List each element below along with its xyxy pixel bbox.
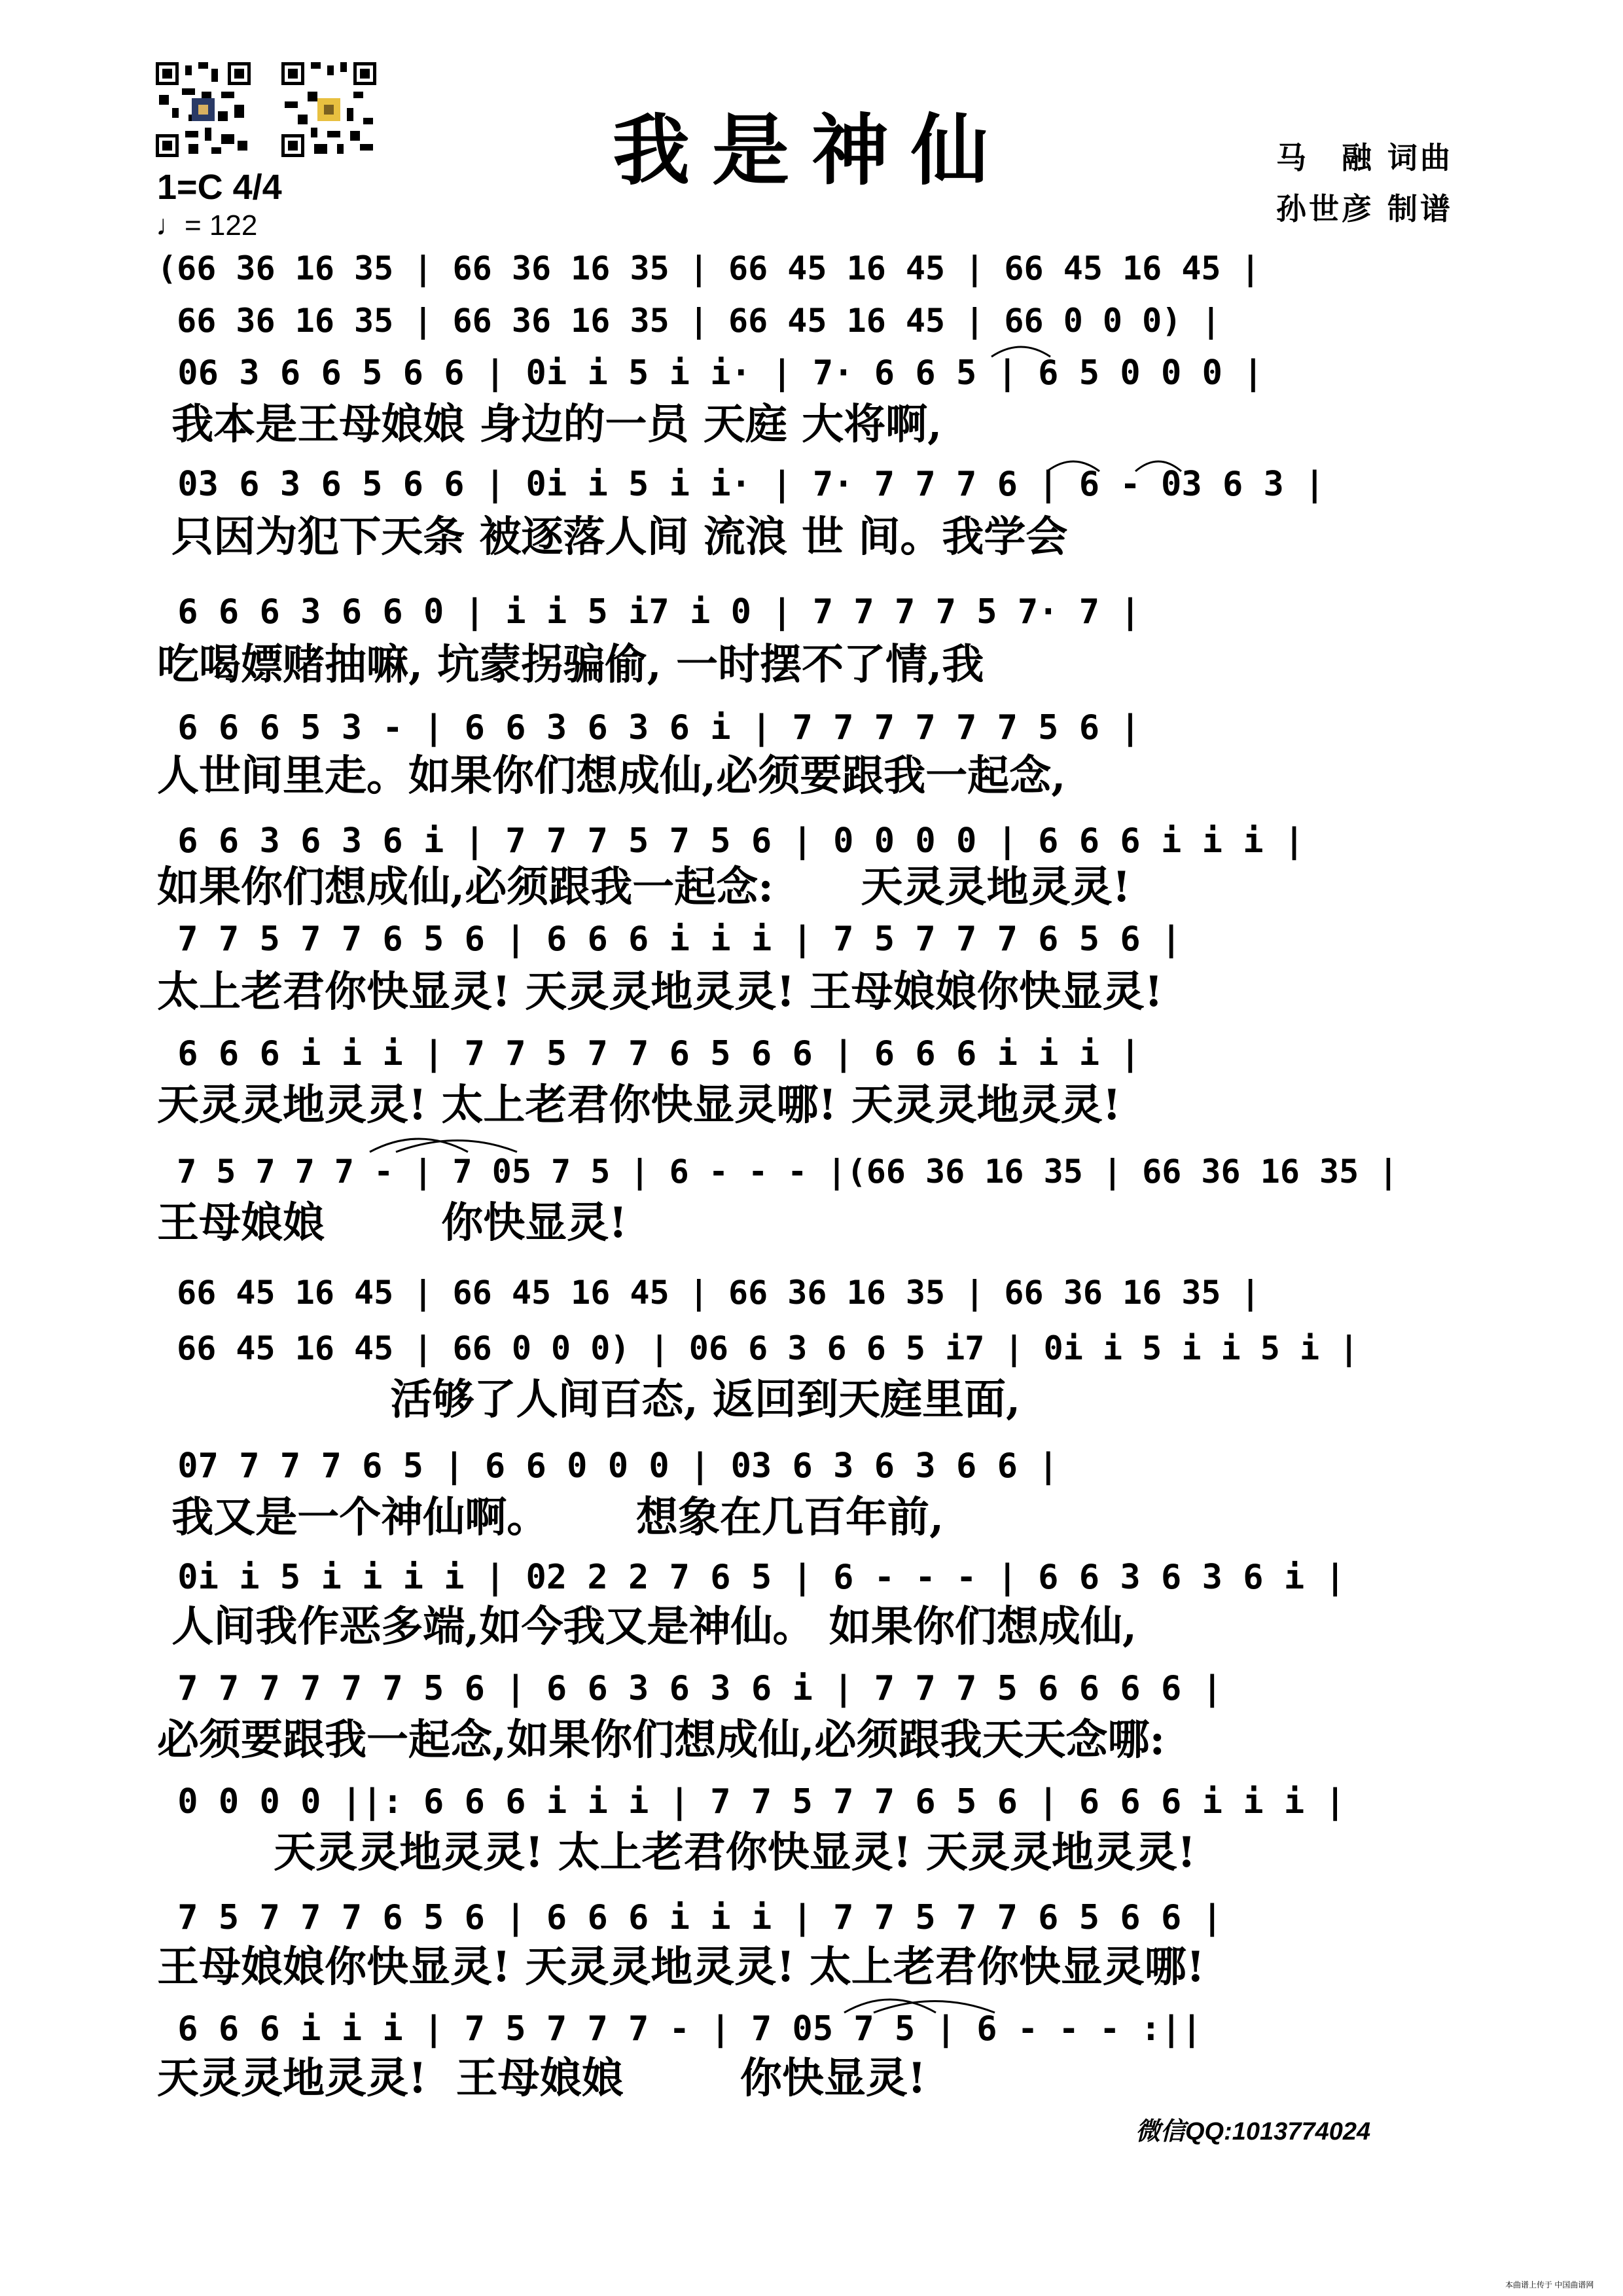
notation-row-18: 6 6 6 i i i | 7 5 7 7 7 - | 7 05 7 5 | 6 - - - :||	[157, 2009, 1202, 2049]
notation-row-7: 6 6 3 6 3 6 i | 7 7 7 5 7 5 6 | 0 0 0 0 | 6 6 6 i i i |	[157, 821, 1305, 861]
lyrics-row-4: 只因为犯下天条 被逐落人间 流浪 世 间。我学会	[157, 512, 1068, 562]
notation-row-17: 7 5 7 7 7 6 5 6 | 6 6 6 i i i | 7 7 5 7 7 6 5 6 6 |	[157, 1898, 1222, 1937]
song-title: 我是神仙	[612, 105, 1010, 196]
notation-row-4: 03 6 3 6 5 6 6 | 0i i 5 i i· | 7· 7 7 7 6 | 6 - 03 6 3 |	[157, 465, 1325, 504]
key-signature: 1=C 4/4	[157, 168, 282, 207]
lyrics-row-9: 天灵灵地灵灵! 太上老君你快显灵哪! 天灵灵地灵灵!	[157, 1081, 1121, 1130]
notation-row-8: 7 7 5 7 7 6 5 6 | 6 6 6 i i i | 7 5 7 7 7 6 5 6 |	[157, 920, 1182, 959]
footer-watermark: 本曲谱上传于 中国曲谱网	[1505, 2280, 1594, 2289]
lyrics-row-18: 天灵灵地灵灵! 王母娘娘 你快显灵!	[157, 2054, 926, 2103]
notation-row-14: 0i i 5 i i i i | 02 2 2 7 6 5 | 6 - - - | 6 6 3 6 3 6 i |	[157, 1558, 1346, 1597]
lyrics-row-6: 人世间里走。如果你们想成仙,必须要跟我一起念,	[157, 751, 1066, 800]
notation-row-13: 07 7 7 7 6 5 | 6 6 0 0 0 | 03 6 3 6 3 6 6 |	[157, 1446, 1059, 1486]
lyrics-row-14: 人间我作恶多端,如今我又是神仙。 如果你们想成仙,	[157, 1602, 1137, 1651]
lyricist-composer-credit: 马 融 词曲	[1276, 140, 1454, 175]
notation-row-15: 7 7 7 7 7 7 5 6 | 6 6 3 6 3 6 i | 7 7 7 5 6 6 6 6 |	[157, 1669, 1222, 1708]
notation-row-6: 6 6 6 5 3 - | 6 6 3 6 3 6 i | 7 7 7 7 7 7 5 6 |	[157, 708, 1141, 747]
lyrics-row-16: 天灵灵地灵灵! 太上老君你快显灵! 天灵灵地灵灵!	[157, 1828, 1196, 1877]
notation-row-9: 6 6 6 i i i | 7 7 5 7 7 6 5 6 6 | 6 6 6 i i i |	[157, 1034, 1141, 1073]
notation-row-16: 0 0 0 0 ||: 6 6 6 i i i | 7 7 5 7 7 6 5 6 | 6 6 6 i i i |	[157, 1782, 1346, 1821]
lyrics-row-13: 我又是一个神仙啊。 想象在几百年前,	[157, 1493, 944, 1542]
contact-info: 微信QQ:1013774024	[1135, 2118, 1371, 2145]
notation-row-3: 06 3 6 6 5 6 6 | 0i i 5 i i· | 7· 6 6 5 | 6 5 0 0 0 |	[157, 353, 1264, 393]
arranger-credit: 孙世彦 制谱	[1276, 191, 1454, 226]
notation-row-2: 66 36 16 35 | 66 36 16 35 | 66 45 16 45 | 66 0 0 0) |	[157, 302, 1221, 340]
lyrics-row-15: 必须要跟我一起念,如果你们想成仙,必须跟我天天念哪:	[157, 1715, 1166, 1765]
lyrics-row-5: 吃喝嫖赌抽嘛, 坑蒙拐骗偷, 一时摆不了情,我	[157, 640, 984, 689]
notation-row-11: 66 45 16 45 | 66 45 16 45 | 66 36 16 35 | 66 36 16 35 |	[157, 1274, 1260, 1312]
notation-row-12: 66 45 16 45 | 66 0 0 0) | 06 6 3 6 6 5 i7 | 0i i 5 i i 5 i |	[157, 1329, 1359, 1367]
lyrics-row-10: 王母娘娘 你快显灵!	[157, 1198, 628, 1247]
notation-row-1: (66 36 16 35 | 66 36 16 35 | 66 45 16 45 | 66 45 16 45 |	[157, 249, 1260, 287]
lyrics-row-8: 太上老君你快显灵! 天灵灵地灵灵! 王母娘娘你快显灵!	[157, 967, 1163, 1016]
tempo-marking: ♩= 122	[156, 209, 258, 242]
notation-row-10: 7 5 7 7 7 - | 7 05 7 5 | 6 - - - |(66 36 16 35 | 66 36 16 35 |	[157, 1153, 1399, 1191]
lyrics-row-7: 如果你们想成仙,必须跟我一起念: 天灵灵地灵灵!	[157, 863, 1131, 912]
lyrics-row-17: 王母娘娘你快显灵! 天灵灵地灵灵! 太上老君你快显灵哪!	[157, 1943, 1205, 1992]
notation-row-5: 6 6 6 3 6 6 0 | i i 5 i7 i 0 | 7 7 7 7 5 7· 7 |	[157, 592, 1141, 632]
lyrics-row-12: 活够了人间百态, 返回到天庭里面,	[157, 1375, 1021, 1424]
lyrics-row-3: 我本是王母娘娘 身边的一员 天庭 大将啊,	[157, 400, 942, 449]
